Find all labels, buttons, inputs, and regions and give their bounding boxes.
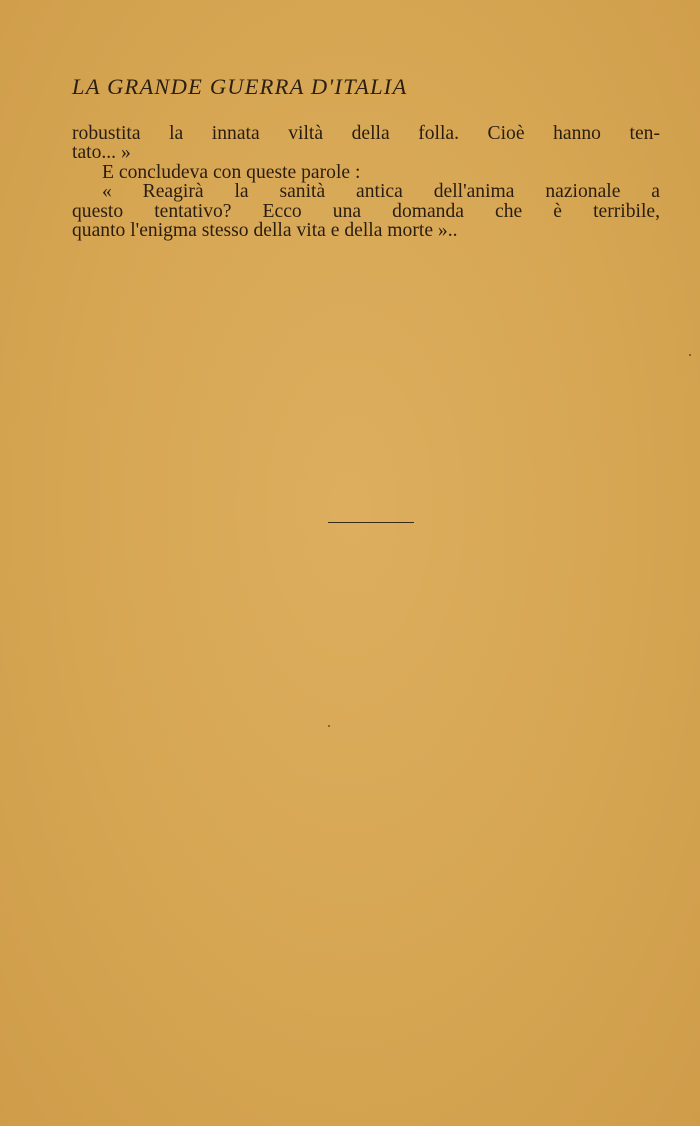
text-line-2: tato... » [72,142,131,164]
text-line-5: questo tentativo? Ecco una domanda che è terribile, [72,200,660,222]
text-line-6: quanto l'enigma stesso della vita e della morte ».. [72,220,458,242]
ink-speck [689,354,691,356]
body-text [72,124,660,240]
ink-speck [328,725,330,727]
text-line-1: robustita la innata viltà della folla. Cioè hanno ten- [72,123,660,144]
text-line-4: « Reagirà la sanità antica dell'anima nazionale a [102,181,660,203]
section-rule [328,522,414,523]
running-head: LA GRANDE GUERRA D'ITALIA [72,74,408,99]
text-line-3: E concludeva con queste parole : [102,161,361,183]
